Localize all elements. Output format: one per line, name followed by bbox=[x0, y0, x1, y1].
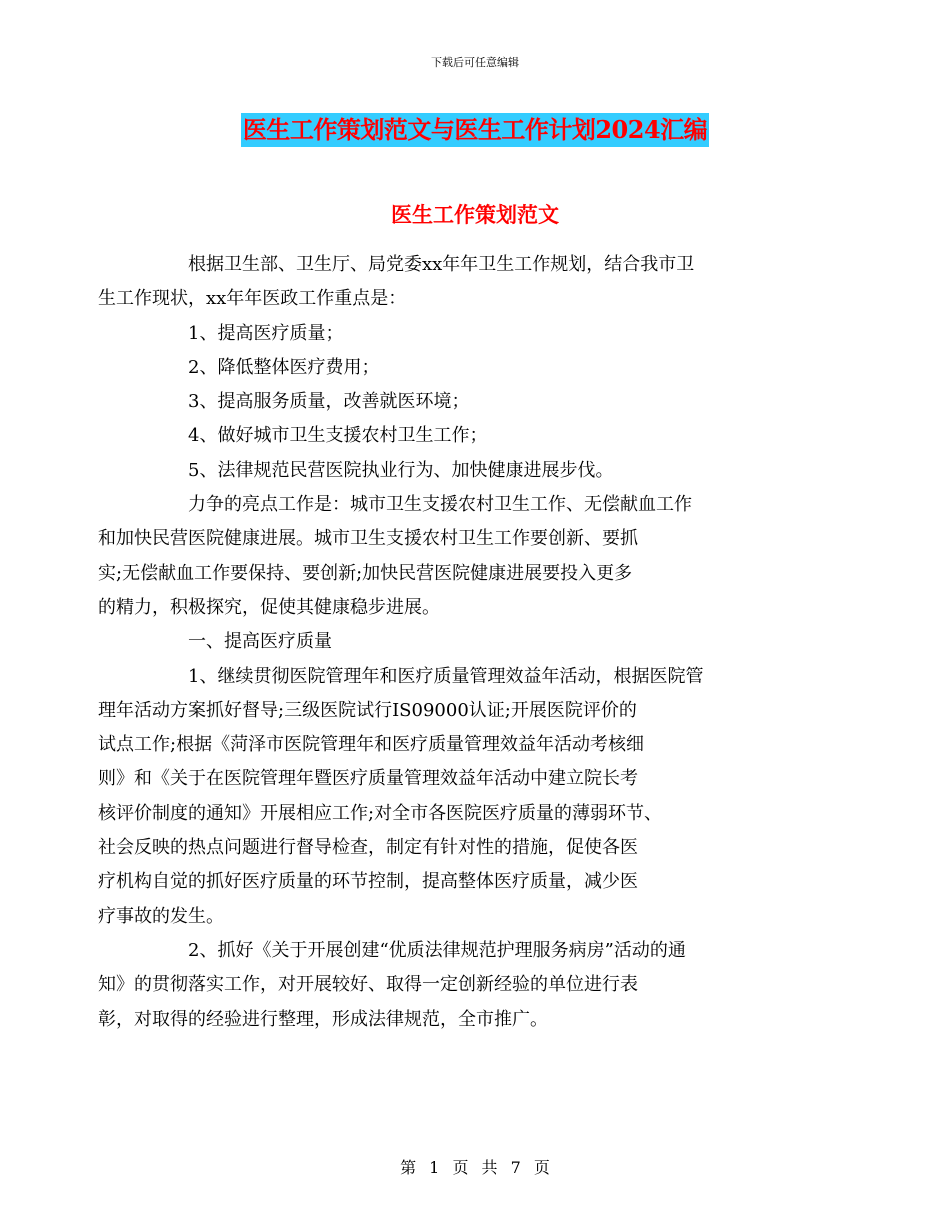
paragraph-line: 则》和《关于在医院管理年暨医疗质量管理效益年活动中建立院长考 bbox=[98, 768, 638, 790]
document-body bbox=[98, 248, 811, 1037]
paragraph-line: 根据卫生部、卫生厅、局党委xx年年卫生工作规划，结合我市卫 bbox=[188, 254, 695, 275]
paragraph bbox=[98, 248, 811, 317]
paragraph bbox=[143, 625, 811, 659]
paragraph-line: 2、抓好《关于开展创建“优质法律规范护理服务病房”活动的通 bbox=[188, 939, 686, 961]
paragraph bbox=[143, 419, 811, 453]
paragraph-line: 和加快民营医院健康进展。城市卫生支援农村卫生工作要创新、要抓 bbox=[98, 528, 638, 550]
paragraph-line: 1、继续贯彻医院管理年和医疗质量管理效益年活动，根据医院管 bbox=[188, 665, 704, 687]
paragraph-line: 的精力，积极探究，促使其健康稳步进展。 bbox=[98, 596, 440, 618]
paragraph-line: 3、提高服务质量，改善就医环境； bbox=[188, 391, 470, 413]
paragraph bbox=[143, 317, 811, 351]
paragraph-line: 彰，对取得的经验进行整理，形成法律规范，全市推广。 bbox=[98, 1008, 548, 1030]
paragraph bbox=[143, 454, 811, 488]
paragraph-line: 实;无偿献血工作要保持、要创新;加快民营医院健康进展要投入更多 bbox=[98, 562, 633, 584]
paragraph-line: 4、做好城市卫生支援农村卫生工作； bbox=[188, 425, 488, 447]
paragraph-line: 知》的贯彻落实工作，对开展较好、取得一定创新经验的单位进行表 bbox=[98, 974, 638, 996]
paragraph-line: 生工作现状，xx年年医政工作重点是： bbox=[98, 288, 407, 310]
paragraph-line: 力争的亮点工作是：城市卫生支援农村卫生工作、无偿献血工作 bbox=[188, 494, 692, 516]
paragraph-line: 理年活动方案抓好督导;三级医院试行IS09000认证;开展医院评价的 bbox=[98, 699, 637, 721]
section-title: 医生工作策划范文 bbox=[391, 202, 559, 227]
header-note: 下载后可任意编辑 bbox=[431, 56, 519, 69]
paragraph bbox=[143, 351, 811, 385]
document-title bbox=[0, 113, 950, 147]
paragraph-line: 疗机构自觉的抓好医疗质量的环节控制，提高整体医疗质量，减少医 bbox=[98, 871, 638, 893]
paragraph-line: 1、提高医疗质量； bbox=[188, 322, 344, 344]
paragraph-line: 疗事故的发生。 bbox=[98, 905, 224, 927]
paragraph-line: 5、法律规范民营医院执业行为、加快健康进展步伐。 bbox=[188, 459, 614, 481]
paragraph-line: 一、提高医疗质量 bbox=[188, 631, 332, 653]
paragraph bbox=[98, 660, 811, 934]
paragraph-line: 试点工作;根据《菏泽市医院管理年和医疗质量管理效益年活动考核细 bbox=[98, 734, 645, 756]
page-footer: 第 1 页 共 7 页 bbox=[400, 1158, 550, 1177]
paragraph-line: 2、降低整体医疗费用； bbox=[188, 356, 380, 378]
paragraph-line: 核评价制度的通知》开展相应工作;对全市各医院医疗质量的薄弱环节、 bbox=[98, 802, 663, 824]
paragraph bbox=[98, 488, 811, 625]
paragraph bbox=[98, 934, 811, 1037]
document-title-text: 医生工作策划范文与医生工作计划2024汇编 bbox=[241, 113, 709, 147]
paragraph bbox=[143, 385, 811, 419]
paragraph-line: 社会反映的热点问题进行督导检查，制定有针对性的措施，促使各医 bbox=[98, 837, 638, 859]
